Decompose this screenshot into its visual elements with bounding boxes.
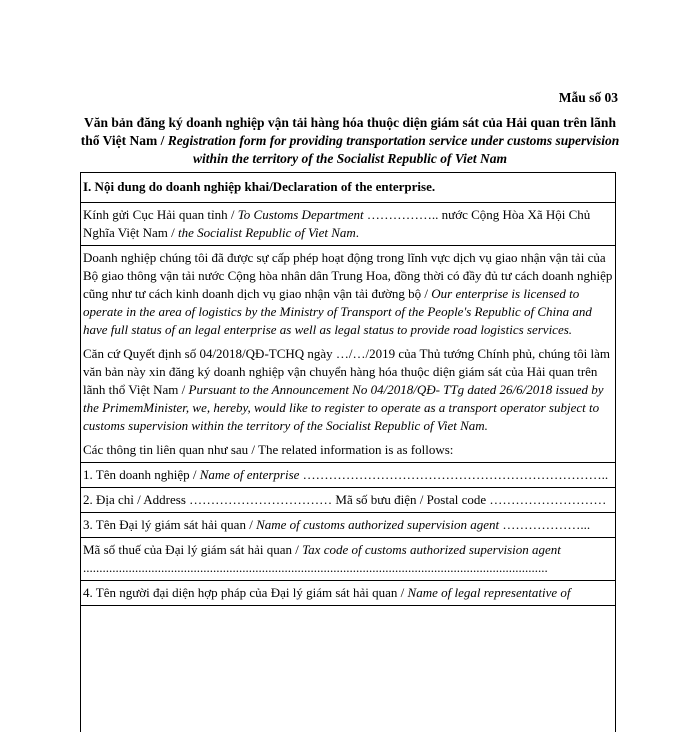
document-title (80, 114, 620, 168)
legal-rep-label-en: Name of legal representative of (407, 585, 571, 600)
enterprise-name-blank: …………………………………………………………….. (299, 467, 609, 482)
license-en: Our enterprise is licensed to operate in the area of logistics by the Ministry of Transport of the People's Republic of China and have full status of an legal enterprise as well as legal status to provide road logistics services. (83, 286, 592, 337)
license-paragraph (83, 249, 613, 339)
address-label: 2. Địa chỉ / Address …………………………… Mã số bưu điện / Postal code ……………………… (83, 492, 607, 507)
title-english: Registration form for providing transportation service under customs supervision within the territory of the Socialist Republic of Viet Nam (167, 133, 620, 166)
section-header: I. Nội dung do doanh nghiệp khai/Declaration of the enterprise. (81, 173, 615, 203)
pursuant-vn: Căn cứ Quyết định số 04/2018/QĐ-TCHQ ngày …/…/2019 của Thủ tướng Chính phủ, chúng tôi làm văn bản này xin đăng ký doanh nghiệp vận chuyển hàng hóa thuộc diện giám sát của Hải quan trên lãnh thổ Việt Nam / (83, 346, 610, 397)
enterprise-name-label-en: Name of enterprise (199, 467, 300, 482)
addressee-row (81, 203, 615, 246)
license-vn: Doanh nghiệp chúng tôi đã được sự cấp phép hoạt động trong lĩnh vực dịch vụ giao nhận vận tải của Bộ giao thông vận tải nước Cộng hòa nhân dân Trung Hoa, đồng thời có đầy đủ tư cách doanh nghiệp cũng như tư cách kinh doanh dịch vụ giao nhận vận tải đường bộ / (83, 250, 613, 301)
addressee-en: To Customs Department (237, 207, 364, 222)
addressee-country-en: the Socialist Republic of Viet Nam (178, 225, 356, 240)
agent-name-label: 3. Tên Đại lý giám sát hải quan / (83, 517, 257, 532)
agent-tax-blank: ............................................................................................................................................... (83, 560, 548, 575)
enterprise-name-label: 1. Tên doanh nghiệp / (83, 467, 200, 482)
item-agent-name (81, 513, 615, 538)
title-vietnamese: Văn bản đăng ký doanh nghiệp vận tải hàng hóa thuộc diện giám sát của Hải quan trên lãnh thổ Việt Nam / (80, 115, 616, 148)
item-enterprise-name (81, 463, 615, 488)
legal-rep-label: 4. Tên người đại diện hợp pháp của Đại lý giám sát hải quan / (83, 585, 408, 600)
item-agent-tax-code (81, 538, 615, 581)
item-address (81, 488, 615, 513)
form-number: Mẫu số 03 (558, 90, 618, 105)
declaration-table (80, 172, 616, 732)
addressee-period: . (355, 225, 360, 240)
item-legal-representative (81, 581, 615, 606)
agent-name-label-en: Name of customs authorized supervision agent (256, 517, 500, 532)
pursuant-paragraph (83, 345, 613, 435)
agent-name-blank: ………………... (499, 517, 591, 532)
body-row (81, 246, 615, 463)
agent-tax-label-en: Tax code of customs authorized supervision agent (302, 542, 561, 557)
agent-tax-label: Mã số thuế của Đại lý giám sát hải quan / (83, 542, 303, 557)
addressee-country-vn: …………….. nước Cộng Hòa Xã Hội Chủ Nghĩa Việt Nam / (83, 207, 591, 240)
addressee-vn: Kính gửi Cục Hải quan tỉnh / (83, 207, 238, 222)
pursuant-en: Pursuant to the Announcement No 04/2018/QĐ- TTg dated 26/6/2018 issued by the PrimemMinister, we, hereby, would like to register to operate as a transport operator subject to customs supervision within the territory of the Socialist Republic of Viet Nam. (83, 382, 604, 433)
related-info-intro: Các thông tin liên quan như sau / The related information is as follows: (83, 442, 454, 457)
